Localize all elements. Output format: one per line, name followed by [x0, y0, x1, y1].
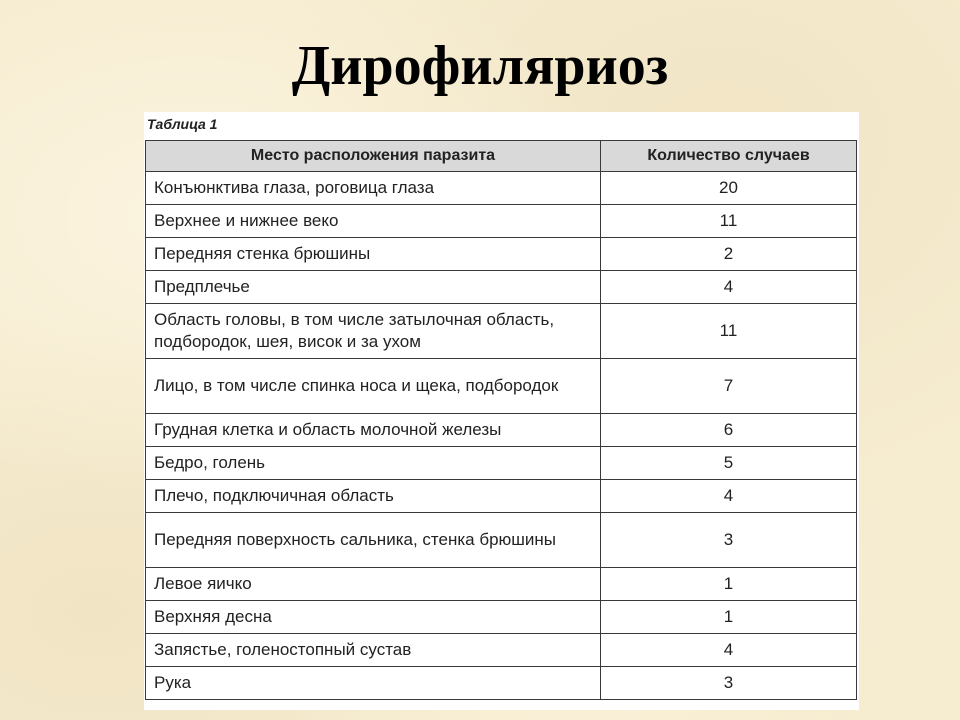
slide-title: Дирофиляриоз	[291, 35, 669, 97]
location-cell: Верхняя десна	[146, 601, 601, 634]
count-cell: 5	[601, 447, 857, 480]
cases-table	[145, 140, 857, 700]
location-cell: Передняя поверхность сальника, стенка брюшины	[146, 513, 601, 568]
count-cell: 7	[601, 359, 857, 414]
count-cell: 11	[601, 304, 857, 359]
count-cell: 2	[601, 238, 857, 271]
table-row	[146, 447, 857, 480]
table-row	[146, 568, 857, 601]
location-cell: Рука	[146, 667, 601, 700]
table-row	[146, 667, 857, 700]
count-cell: 3	[601, 513, 857, 568]
table-row	[146, 634, 857, 667]
table-row	[146, 271, 857, 304]
table-row	[146, 172, 857, 205]
table-figure	[144, 112, 859, 710]
count-cell: 3	[601, 667, 857, 700]
location-cell: Запястье, голеностопный сустав	[146, 634, 601, 667]
location-cell: Лицо, в том числе спинка носа и щека, подбородок	[146, 359, 601, 414]
location-cell: Предплечье	[146, 271, 601, 304]
table-row	[146, 513, 857, 568]
table-row	[146, 601, 857, 634]
table-row	[146, 414, 857, 447]
count-cell: 6	[601, 414, 857, 447]
table-header-row	[146, 141, 857, 172]
location-cell: Левое яичко	[146, 568, 601, 601]
count-cell: 4	[601, 480, 857, 513]
location-cell: Конъюнктива глаза, роговица глаза	[146, 172, 601, 205]
table-row	[146, 205, 857, 238]
count-cell: 4	[601, 634, 857, 667]
count-cell: 1	[601, 601, 857, 634]
location-cell: Бедро, голень	[146, 447, 601, 480]
column-header-count: Количество случаев	[601, 141, 857, 172]
location-cell: Верхнее и нижнее веко	[146, 205, 601, 238]
table-row	[146, 304, 857, 359]
location-cell: Плечо, подключичная область	[146, 480, 601, 513]
location-cell: Грудная клетка и область молочной железы	[146, 414, 601, 447]
location-cell: Область головы, в том числе затылочная область, подбородок, шея, висок и за ухом	[146, 304, 601, 359]
count-cell: 1	[601, 568, 857, 601]
count-cell: 20	[601, 172, 857, 205]
table-row	[146, 480, 857, 513]
table-caption: Таблица 1	[147, 116, 218, 132]
column-header-location: Место расположения паразита	[146, 141, 601, 172]
location-cell: Передняя стенка брюшины	[146, 238, 601, 271]
table-row	[146, 359, 857, 414]
count-cell: 4	[601, 271, 857, 304]
table-row	[146, 238, 857, 271]
count-cell: 11	[601, 205, 857, 238]
